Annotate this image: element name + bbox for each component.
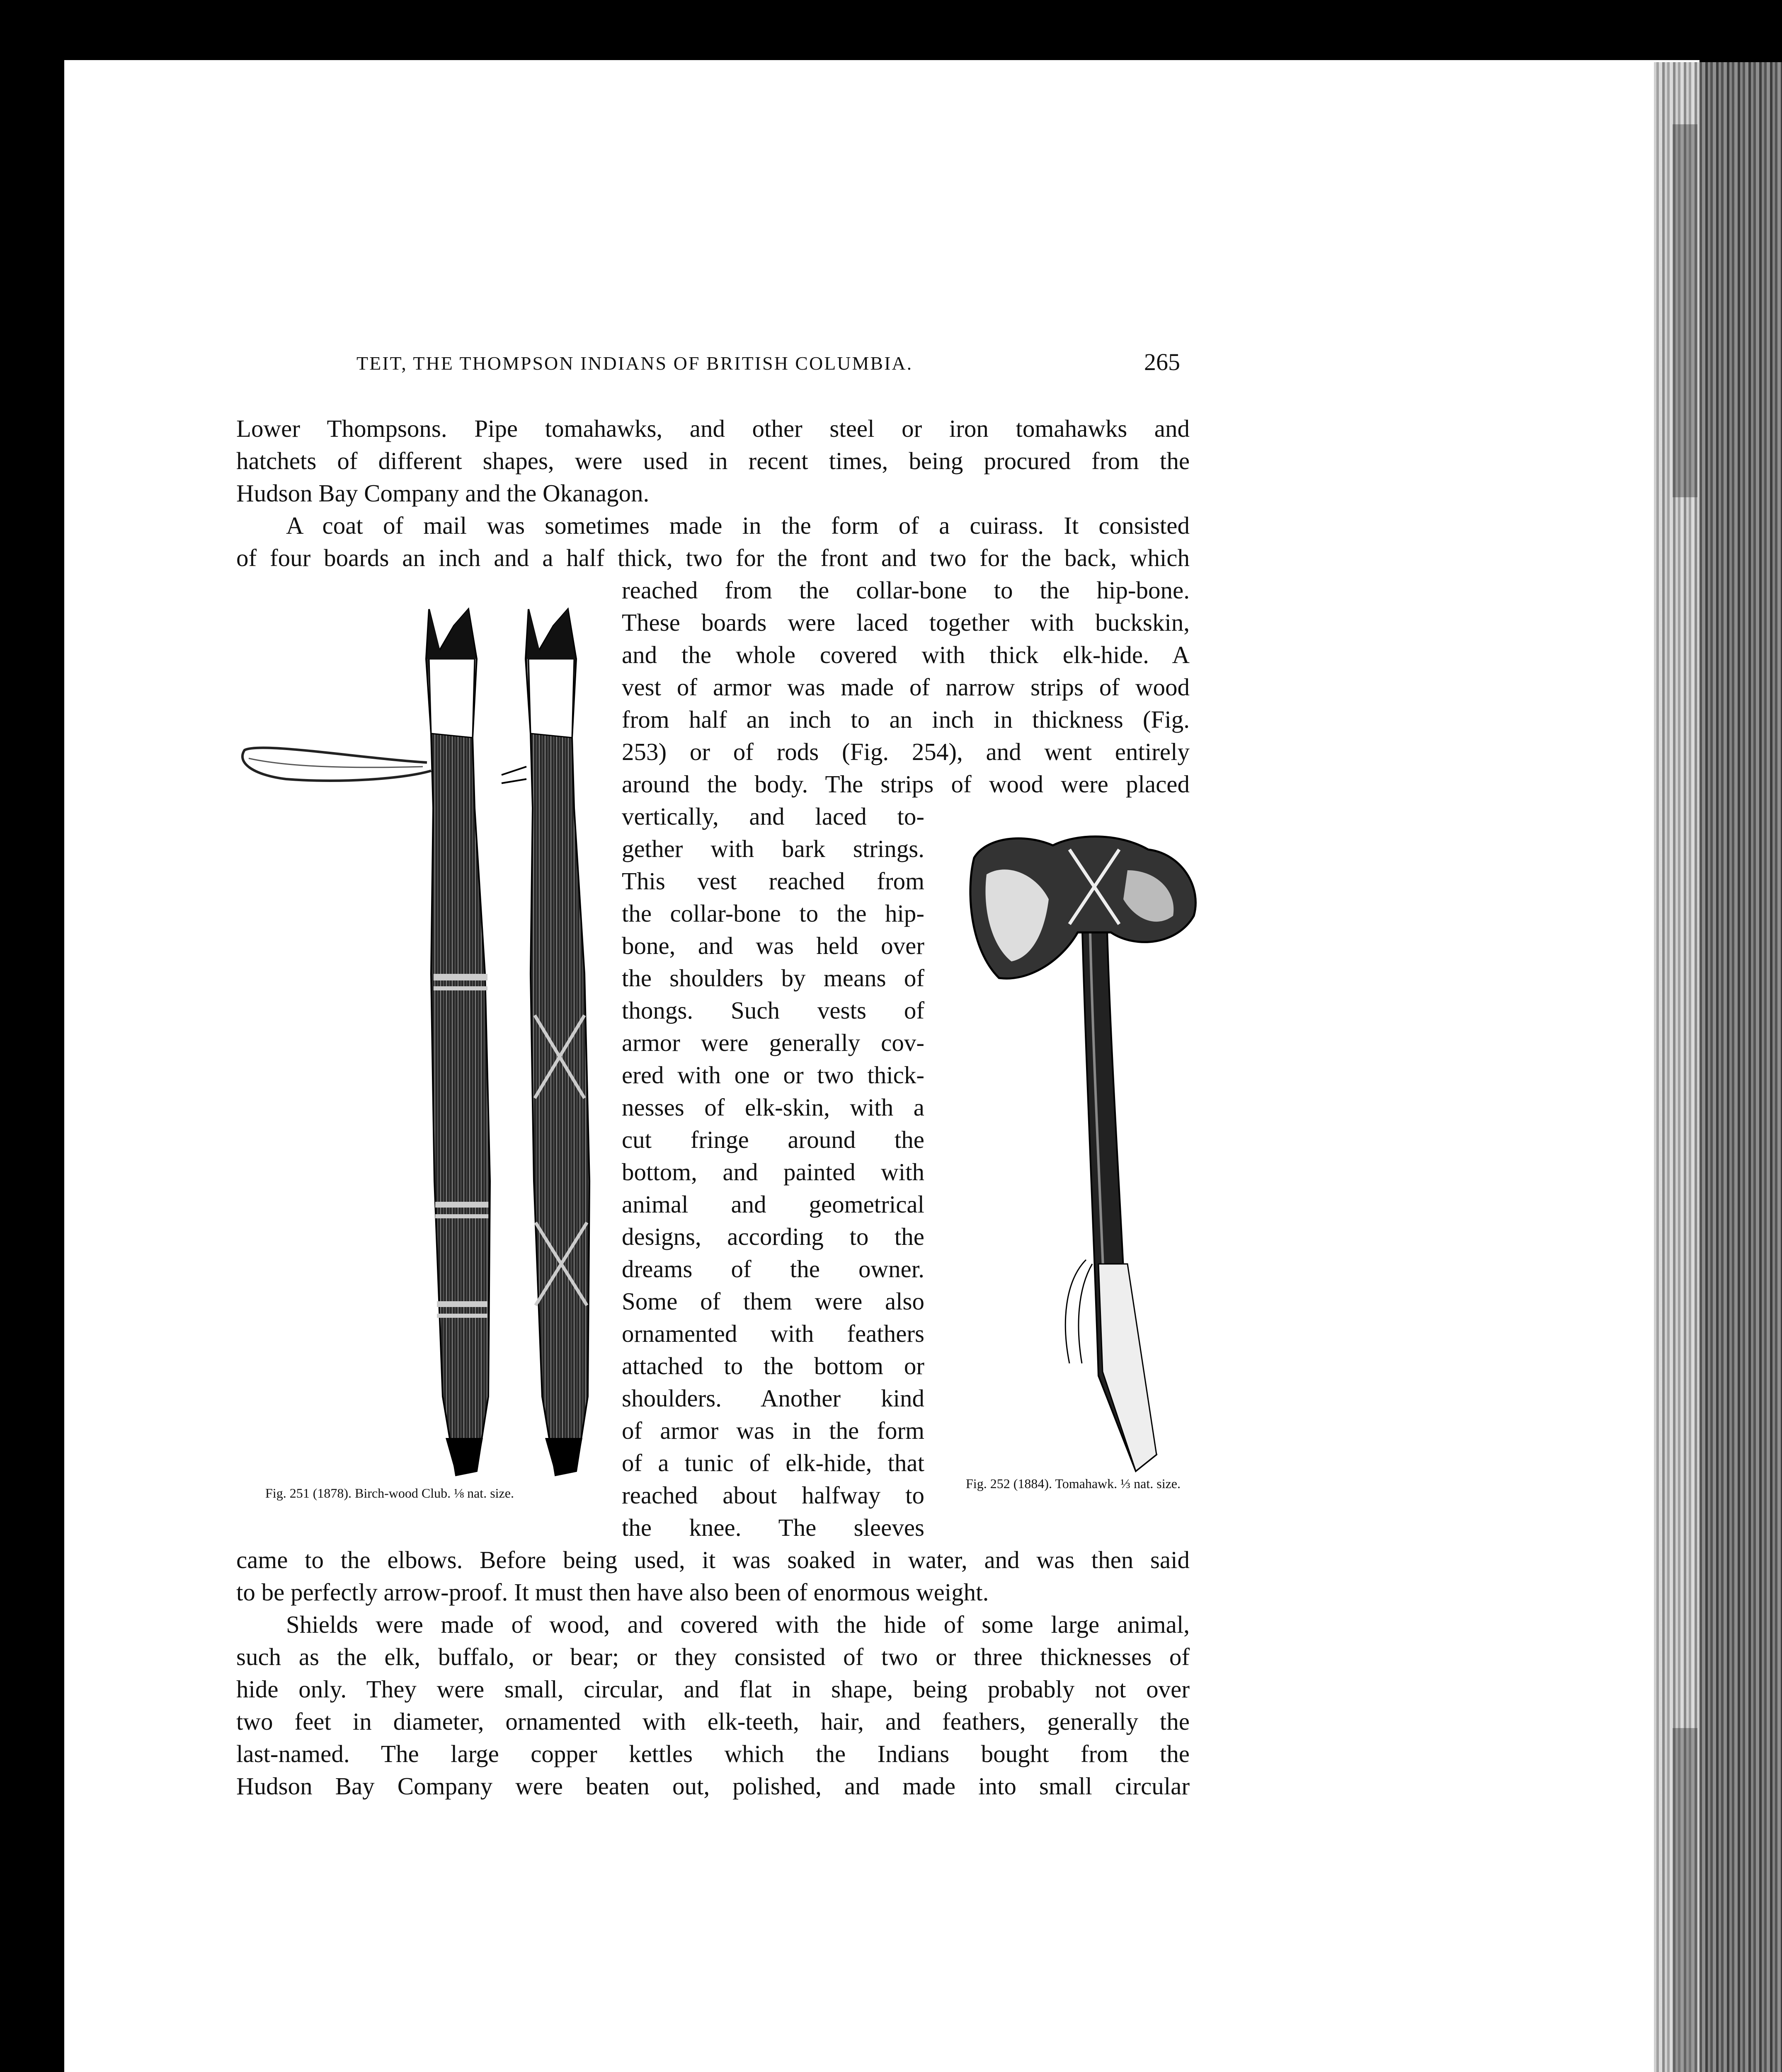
body-line: animal and geometrical — [622, 1191, 924, 1218]
running-title: TEIT, THE THOMPSON INDIANS OF BRITISH COLUMBIA. — [356, 353, 913, 374]
body-line: cut fringe around the — [622, 1126, 924, 1153]
body-line: Some of them were also — [622, 1288, 924, 1315]
body-line: 253) or of rods (Fig. 254), and went entirely — [622, 738, 1190, 765]
body-line: such as the elk, buffalo, or bear; or they consisted of two or three thicknesses of — [236, 1643, 1190, 1670]
body-line: Hudson Bay Company were beaten out, polished, and made into small circular — [236, 1772, 1190, 1800]
body-line: and the whole covered with thick elk-hide. A — [622, 641, 1190, 668]
fig252-caption: Fig. 252 (1884). Tomahawk. ⅓ nat. size. — [966, 1476, 1181, 1491]
body-line: vest of armor was made of narrow strips of wood — [622, 673, 1190, 701]
body-line: dreams of the owner. — [622, 1255, 924, 1283]
birch-wood-club-illustration — [236, 601, 609, 1484]
body-line: the collar-bone to the hip- — [622, 900, 924, 927]
body-line: the knee. The sleeves — [622, 1514, 924, 1541]
body-line: attached to the bottom or — [622, 1352, 924, 1380]
tomahawk-illustration — [962, 825, 1210, 1496]
body-line: hatchets of different shapes, were used in recent times, being procured from the — [236, 447, 1190, 474]
body-line: designs, according to the — [622, 1223, 924, 1250]
body-line: Lower Thompsons. Pipe tomahawks, and other steel or iron tomahawks and — [236, 415, 1190, 442]
body-line: ered with one or two thick- — [622, 1061, 924, 1089]
body-line: around the body. The strips of wood were placed — [622, 770, 1190, 798]
page-number: 265 — [1144, 349, 1180, 375]
body-line: ornamented with feathers — [622, 1320, 924, 1347]
body-line: This vest reached from — [622, 867, 924, 895]
body-line: last-named. The large copper kettles which the Indians bought from the — [236, 1740, 1190, 1767]
body-line: A coat of mail was sometimes made in the form of a cuirass. It consisted — [286, 512, 1190, 539]
body-line: came to the elbows. Before being used, it was soaked in water, and was then said — [236, 1546, 1190, 1573]
body-line: of a tunic of elk-hide, that — [622, 1449, 924, 1477]
body-line: two feet in diameter, ornamented with elk-teeth, hair, and feathers, generally the — [236, 1708, 1190, 1735]
body-line: of armor was in the form — [622, 1417, 924, 1444]
body-line: bottom, and painted with — [622, 1158, 924, 1186]
body-line: the shoulders by means of — [622, 964, 924, 992]
body-line: from half an inch to an inch in thickness (Fig. — [622, 706, 1190, 733]
body-line: to be perfectly arrow-proof. It must then have also been of enormous weight. — [236, 1578, 989, 1606]
body-line: thongs. Such vests of — [622, 997, 924, 1024]
body-line: reached from the collar-bone to the hip-bone. — [622, 576, 1190, 604]
body-line: vertically, and laced to- — [622, 803, 924, 830]
body-line: of four boards an inch and a half thick, two for the front and two for the back, which — [236, 544, 1190, 571]
body-line: gether with bark strings. — [622, 835, 924, 862]
body-line: bone, and was held over — [622, 932, 924, 959]
body-line: hide only. They were small, circular, and flat in shape, being probably not over — [236, 1675, 1190, 1703]
scan-edge-mark — [1673, 1728, 1697, 2072]
body-line: nesses of elk-skin, with a — [622, 1094, 924, 1121]
scan-edge-mark — [1673, 124, 1697, 497]
fig251-caption: Fig. 251 (1878). Birch-wood Club. ⅛ nat. size. — [265, 1486, 514, 1501]
body-line: reached about halfway to — [622, 1481, 924, 1509]
body-line: Shields were made of wood, and covered with the hide of some large animal, — [286, 1611, 1190, 1638]
body-line: These boards were laced together with buckskin, — [622, 609, 1190, 636]
body-line: shoulders. Another kind — [622, 1385, 924, 1412]
body-line: Hudson Bay Company and the Okanagon. — [236, 479, 650, 507]
body-line: armor were generally cov- — [622, 1029, 924, 1056]
